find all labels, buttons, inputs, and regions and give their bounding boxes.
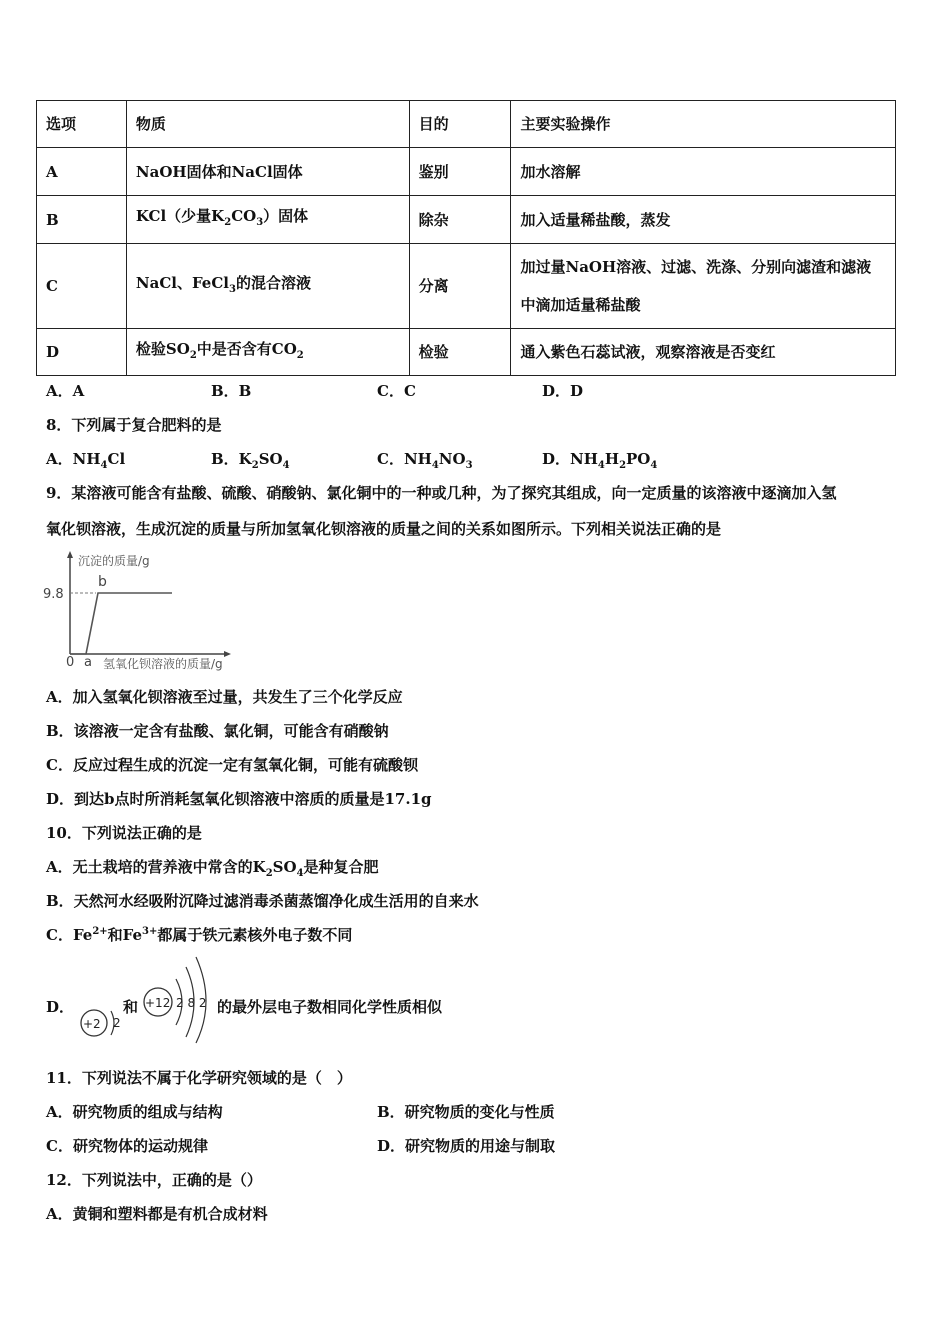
row-option: C xyxy=(37,244,127,329)
row-substance: NaCl、FeCl$_3$的混合溶液 xyxy=(126,244,409,329)
q9-stem-line1: 9．某溶液可能含有盐酸、硫酸、硝酸钠、氯化铜中的一种或几种，为了探究其组成，向一定质量的该溶液中逐滴加入氢 xyxy=(46,484,837,502)
table-header-row xyxy=(37,101,896,148)
header-option: 选项 xyxy=(37,101,127,148)
row-purpose: 分离 xyxy=(409,244,511,329)
q9-option-b: B．该溶液一定含有盐酸、氯化铜，可能含有硝酸钠 xyxy=(46,722,389,740)
q9-option-c: C．反应过程生成的沉淀一定有氢氧化铜，可能有硫酸钡 xyxy=(46,756,418,774)
q10-option-d-label: D． xyxy=(46,998,75,1016)
row-purpose: 除杂 xyxy=(409,196,511,244)
row-operation: 加水溶解 xyxy=(511,148,896,196)
precipitate-series-line xyxy=(70,593,172,654)
row-operation: 通入紫色石蕊试液，观察溶液是否变红 xyxy=(511,329,896,376)
row-purpose: 鉴别 xyxy=(409,148,511,196)
q8-option-a: A．$NH_4Cl$ xyxy=(46,450,126,471)
header-substance: 物质 xyxy=(126,101,409,148)
q11-option-c: C．研究物体的运动规律 xyxy=(46,1137,208,1155)
point-a-label: a xyxy=(84,655,92,670)
svg-text:+2: +2 xyxy=(83,1017,101,1031)
q10-option-c: C．$Fe^{2+}$和$Fe^{3+}$都属于铁元素核外电子数不同 xyxy=(46,926,353,944)
q10-option-d-text: 的最外层电子数相同化学性质相似 xyxy=(217,998,443,1016)
origin-label: 0 xyxy=(66,655,75,670)
row-substance: KCl（少量$K_2CO_3$）固体 xyxy=(126,196,409,244)
svg-text:2: 2 xyxy=(113,1016,121,1030)
q10-stem: 10．下列说法正确的是 xyxy=(46,824,202,842)
experiment-table xyxy=(36,100,896,376)
row-substance: 检验$SO_2$中是否含有$CO_2$ xyxy=(126,329,409,376)
q8-option-c: C．$NH_4NO_3$ xyxy=(377,450,473,471)
q8-option-d: D．$NH_4H_2PO_4$ xyxy=(542,450,658,471)
q10-option-b: B．天然河水经吸附沉降过滤消毒杀菌蒸馏净化成生活用的自来水 xyxy=(46,892,479,910)
row-option: B xyxy=(37,196,127,244)
table-row xyxy=(37,196,896,244)
row-purpose: 检验 xyxy=(409,329,511,376)
q9-option-a: A．加入氢氧化钡溶液至过量，共发生了三个化学反应 xyxy=(46,688,403,706)
table-row xyxy=(37,244,896,329)
precipitate-chart xyxy=(40,550,240,672)
x-axis-arrow xyxy=(224,651,231,657)
table-row xyxy=(37,148,896,196)
q10-option-a: A．无土栽培的营养液中常含的$K_2SO_4$是种复合肥 xyxy=(46,858,379,879)
q7-option-a: A．A xyxy=(46,382,85,400)
q11-stem: 11．下列说法不属于化学研究领域的是（ ） xyxy=(46,1069,352,1087)
q8-option-b: B．$K_2SO_4$ xyxy=(211,450,290,471)
q11-option-b: B．研究物质的变化与性质 xyxy=(377,1103,555,1121)
y-axis-arrow xyxy=(67,551,73,558)
atom-structure-magnesium-icon xyxy=(140,955,220,1045)
header-operation: 主要实验操作 xyxy=(511,101,896,148)
q8-stem: 8．下列属于复合肥料的是 xyxy=(46,416,222,434)
q11-option-a: A．研究物质的组成与结构 xyxy=(46,1103,223,1121)
atom-structure-helium-icon xyxy=(78,1005,128,1041)
q12-option-a: A．黄铜和塑料都是有机合成材料 xyxy=(46,1205,268,1223)
q7-option-b: B．B xyxy=(211,382,252,400)
table-row xyxy=(37,329,896,376)
q12-stem: 12．下列说法中，正确的是（） xyxy=(46,1171,262,1189)
row-option: A xyxy=(37,148,127,196)
row-operation: 加入适量稀盐酸，蒸发 xyxy=(511,196,896,244)
row-option: D xyxy=(37,329,127,376)
q9-stem-line2: 氧化钡溶液，生成沉淀的质量与所加氢氧化钡溶液的质量之间的关系如图所示。下列相关说法正确的是 xyxy=(46,520,722,538)
y-tick-label: 9.8 xyxy=(43,587,64,602)
q7-option-c: C．C xyxy=(377,382,416,400)
x-axis-label: 氢氧化钡溶液的质量/g xyxy=(103,657,223,671)
svg-text:+12: +12 xyxy=(145,996,171,1010)
row-substance: NaOH固体和NaCl固体 xyxy=(126,148,409,196)
q10-option-d-and: 和 xyxy=(123,998,139,1016)
row-operation: 加过量NaOH溶液、过滤、洗涤、分别向滤渣和滤液 中滴加适量稀盐酸 xyxy=(511,244,896,329)
header-purpose: 目的 xyxy=(409,101,511,148)
q11-option-d: D．研究物质的用途与制取 xyxy=(377,1137,556,1155)
q7-option-d: D．D xyxy=(542,382,584,400)
point-b-label: b xyxy=(98,574,107,590)
svg-text:2 8 2: 2 8 2 xyxy=(176,996,207,1010)
q9-option-d: D．到达b点时所消耗氢氧化钡溶液中溶质的质量是17.1g xyxy=(46,790,432,808)
y-axis-label: 沉淀的质量/g xyxy=(78,554,150,568)
